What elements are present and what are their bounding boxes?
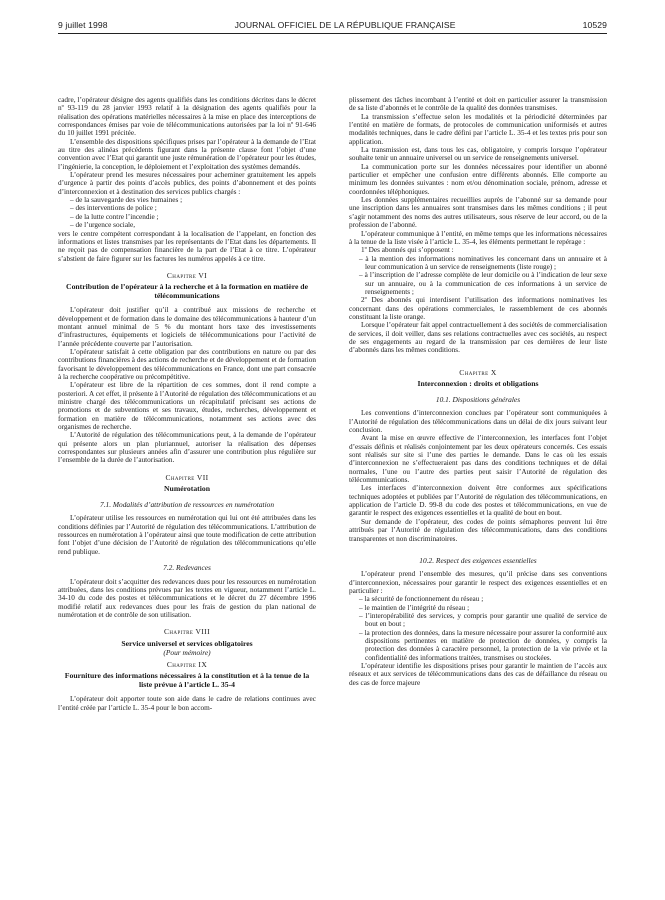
list-item: 2º Des abonnés qui interdisent l’utilisation des informations nominatives les concernant dans des opérations commerciales, le rassemblement de ces abonnés constituant la liste orange. (349, 296, 607, 321)
list-item: – le maintien de l’intégrité du réseau ; (359, 603, 470, 612)
paragraph: L’opérateur doit justifier qu’il a contribué aux missions de recherche et développement et de formation dans le domaine des télécommunications à hauteur d’un montant annuel minimal de 5 % du montant hors taxe des investissements d’infrastructures, équipements et logiciels de télécommunications pour l’activité de l’année précédente couverte par l’autorisation. (58, 306, 316, 348)
paragraph: cadre, l’opérateur désigne des agents qualifiés dans les conditions décrites dans le décret nº 93-119 du 28 janvier 1993 relatif à la désignation des agents qualifiés pour la réalisation des opérations matérielles nécessaires à la mise en place des interceptions de correspondances émises par voie de télécommunications autorisées par la loi nº 91-646 du 10 juillet 1991 précitée. (58, 96, 316, 138)
list-item: – à l’inscription de l’adresse complète de leur domicile ou à l’indication de leur sexe sur un annuaire, ou à la communication de ces informations à un service de renseignements ; (359, 271, 607, 296)
list-item: – la sécurité de fonctionnement du réseau ; (359, 595, 484, 604)
list-item: – des interventions de police ; (70, 204, 157, 213)
paragraph: L’opérateur doit s’acquitter des redevances dues pour les ressources en numérotation attribuées, dans les conditions prévues par les textes en vigueur, notamment l’article L. 34-10 du code des postes et télécommunications et le décret du 27 décembre 1996 modifié relatif aux redevances dues pour les frais de gestion du plan national de numérotation et de contrôle de son utilisation. (58, 577, 316, 619)
paragraph: L’opérateur identifie les dispositions prises pour garantir le maintien de l’accès aux réseaux et aux services de télécommunications dans des cas de défaillance du réseau ou des cas de force majeure (349, 661, 607, 687)
chapter-label: Chapitre VII (165, 472, 209, 482)
paragraph: Lorsque l’opérateur fait appel contractuellement à des sociétés de commercialisation de services, il doit veiller, dans ses relations contractuelles avec ces sociétés, au respect de ses engagements au regard de la transmission par ces dernières de leur liste d’abonnés dans les mêmes conditions. (349, 321, 607, 355)
paragraph: plissement des tâches incombant à l’entité et doit en particulier assurer la transmission de sa liste d’abonnés et le contrôle de la qualité des données transmises. (349, 96, 607, 113)
paragraph: L’opérateur utilise les ressources en numérotation qui lui ont été attribuées dans les conditions définies par l’Autorité de régulation des télécommunications. L’attribution de ressources en numérotation à l’opérateur ainsi que toute modification de cette attribution font l’objet d’une décision de l’Autorité de régulation des télécommunications qu’elle rend publique. (58, 514, 316, 556)
left-column (58, 96, 316, 894)
chapter-label: Chapitre VI (166, 270, 208, 280)
list-item: – l’interopérabilité des services, y compris pour garantir une qualité de service de bout en bout ; (359, 611, 607, 629)
paragraph: La communication porte sur les données nécessaires pour identifier un abonné particulier et empêcher une confusion entre différents abonnés. Elle comporte au minimum les données suivantes : nom et/ou dénomination sociale, prénom, adresse et coordonnées téléphoniques. (349, 162, 607, 196)
paragraph: La transmission s’effectue selon les modalités et la périodicité déterminées par l’entité en matière de formats, de protocoles de communication uniformisés et autres modalités techniques, dans le cadre défini par l’article L. 35-4 et les textes pris pour son application. (349, 112, 607, 146)
header-journal-title: JOURNAL OFFICIEL DE LA RÉPUBLIQUE FRANÇAISE (234, 20, 456, 30)
chapter-title: Service universel et services obligatoires (121, 638, 253, 648)
list-item: – de l’urgence sociale, (70, 221, 136, 230)
paragraph: Les interfaces d’interconnexion doivent être conformes aux spécifications techniques adoptées et publiées par l’Autorité de régulation des télécommunications, en application de l’article D. 99-8 du code des postes et télécommunications, en vue de garantir le respect des exigences essentielles et la qualité de bout en bout. (349, 484, 607, 518)
section-title: 10.1. Dispositions générales (435, 395, 521, 404)
list-item: – de la lutte contre l’incendie ; (70, 212, 159, 221)
paragraph: Les conventions d’interconnexion conclues par l’opérateur sont communiquées à l’Autorité de régulation des télécommunications dans un délai de dix jours suivant leur conclusion. (349, 409, 607, 435)
paragraph: L’opérateur satisfait à cette obligation par des contributions en nature ou par des contributions financières à des actions de recherche et de développement et de formation favorisant le développement des télécommunications en France, dont une part consacrée à la recherche coopérative ou précompétitive. (58, 347, 316, 381)
list-item: – de la sauvegarde des vies humaines ; (70, 196, 183, 205)
text-columns (58, 96, 607, 894)
chapter-title: Numérotation (164, 484, 210, 494)
header-date: 9 juillet 1998 (58, 20, 108, 30)
paragraph: L’ensemble des dispositions spécifiques prises par l’opérateur à la demande de l’Etat au titre des alinéas précédents figurant dans la présente clause font l’objet d’une convention avec l’Etat qui garantit une juste rémunération de l’opérateur pour les études, l’ingénierie, la conception, le déploiement et l’exploitation des systèmes demandés. (58, 137, 316, 171)
paragraph: L’Autorité de régulation des télécommunications peut, à la demande de l’opérateur qui présente alors un plan pluriannuel, autoriser la réalisation des dépenses correspondantes sur plusieurs années afin d’assurer une contribution plus régulière sur l’ensemble de la durée de l’autorisation. (58, 431, 316, 465)
chapter-note: (Pour mémoire) (163, 647, 211, 657)
list-item: – la protection des données, dans la mesure nécessaire pour assurer la conformité aux dispositions pertinentes en matière de protection de données, y compris la protection des données à caractère personnel, la protection de la vie privée et la confidentialité des informations traitées, transmises ou stockées. (359, 628, 607, 662)
paragraph: vers le centre compétent correspondant à la localisation de l’appelant, en fonction des informations et listes transmises par les représentants de l’Etat dans les départements. Il ne reçoit pas de compensation financière de la part de l’Etat à ce titre. L’opérateur s’abstient de faire figurer sur les factures les numéros appelés à ce titre. (58, 229, 316, 263)
chapter-label: Chapitre IX (166, 659, 208, 669)
section-title: 10.2. Respect des exigences essentielles (419, 555, 537, 565)
section-title: 7.1. Modalités d’attribution de ressources en numérotation (99, 500, 275, 510)
paragraph: L’opérateur prend les mesures nécessaires pour acheminer gratuitement les appels d’urgence à partir des points d’accès publics, des points d’abonnement et des points d’interconnexion et à destination des services publics chargés : (58, 171, 316, 196)
list-item: – à la mention des informations nominatives les concernant dans un annuaire et à leur communication à un service de renseignements (liste rouge) ; (359, 254, 607, 271)
paragraph: L’opérateur est libre de la répartition de ces sommes, dont il rend compte a posteriori. A cet effet, il présente à l’Autorité de régulation des télécommunications et au ministre chargé des télécommunications un récapitulatif précisant ses actions de promotions et de subventions et ses travaux, études, recherches, développement et formation en matière de télécommunications, notamment ses actions avec des organismes de recherche. (58, 381, 316, 432)
list-item: 1º Des abonnés qui s’opposent : (361, 246, 454, 255)
chapter-label: Chapitre X (459, 367, 497, 377)
header-page-number: 10529 (582, 20, 607, 30)
chapter-title: Fourniture des informations nécessaires à la constitution et à la tenue de la liste prévue à l’article L. 35-4 (64, 671, 310, 690)
paragraph: Les données supplémentaires recueillies auprès de l’abonné sur sa demande pour une inscription dans les annuaires sont transmises dans les mêmes conditions ; il peut s’agir notamment des noms des autres utilisateurs, sous réserve de leur accord, ou de la profession de l’abonné. (349, 196, 607, 230)
paragraph: Avant la mise en œuvre effective de l’interconnexion, les interfaces font l’objet d’essais définis et réalisés conjointement par les deux opérateurs concernés. Ces essais sont réalisés sur site si l’une des parties le demande. Dans le cas où les essais d’interconnexion ne s’effectueraient pas dans des conditions techniques et de délai normales, l’une ou l’autre des parties peut saisir l’Autorité de régulation des télécommunications. (349, 434, 607, 485)
right-column (349, 96, 607, 894)
running-header (58, 20, 607, 30)
section-title: 7.2. Redevances (163, 563, 211, 573)
paragraph: La transmission est, dans tous les cas, obligatoire, y compris lorsque l’opérateur souhaite tenir un annuaire universel ou un service de renseignements universel. (349, 146, 607, 163)
chapter-label: Chapitre VIII (164, 627, 210, 637)
header-rule (58, 33, 607, 34)
paragraph: Sur demande de l’opérateur, des codes de points sémaphores peuvent lui être attribués par l’Autorité de régulation des télécommunications, dans des conditions transparentes et non discriminatoires. (349, 517, 607, 543)
chapter-title: Interconnexion : droits et obligations (417, 379, 539, 388)
paragraph: L’opérateur communique à l’entité, en même temps que les informations nécessaires à la tenue de la liste visée à l’article L. 35-4, les éléments permettant le repérage : (349, 229, 607, 246)
paragraph: L’opérateur doit apporter toute son aide dans le cadre de relations continues avec l’entité créée par l’article L. 35-4 pour le bon accom- (58, 695, 316, 712)
chapter-title: Contribution de l’opérateur à la recherche et à la formation en matière de télécommunications (66, 282, 308, 301)
paragraph: L’opérateur prend l’ensemble des mesures, qu’il précise dans ses conventions d’interconnexion, nécessaires pour garantir le respect des exigences essentielles et en particulier : (349, 570, 607, 595)
